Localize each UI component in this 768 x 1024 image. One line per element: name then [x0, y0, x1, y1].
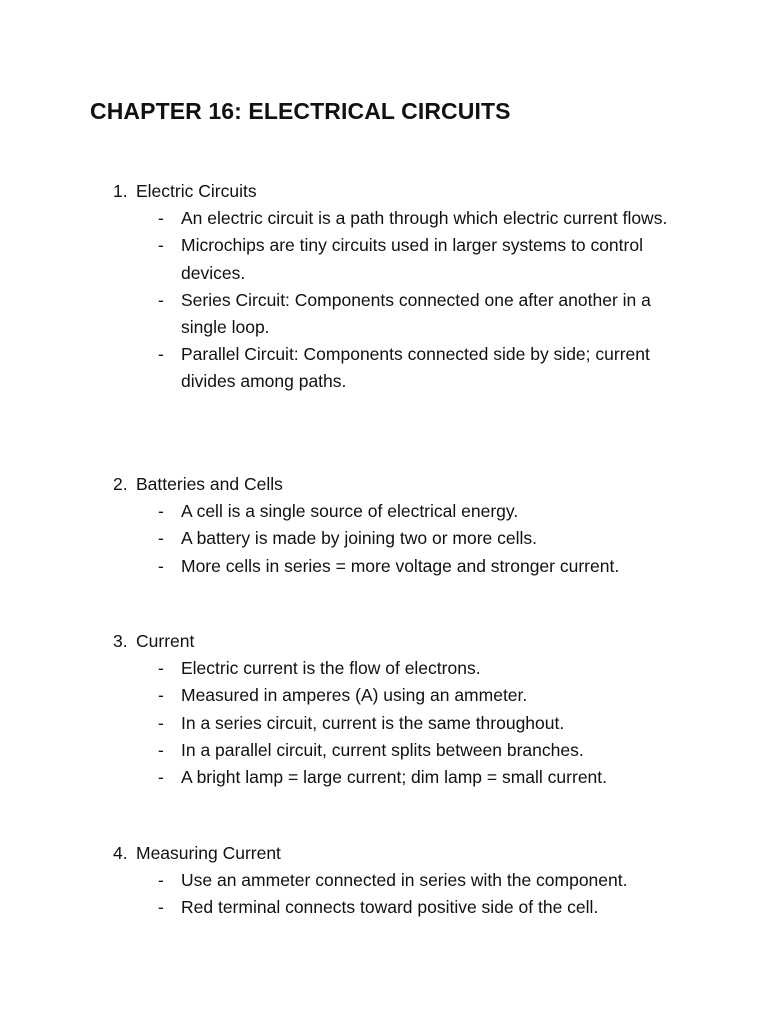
bullet-text: A bright lamp = large current; dim lamp = small current. [181, 767, 608, 787]
list-item [0, 894, 768, 921]
bullet-dash: - [158, 555, 164, 576]
section-heading [0, 840, 768, 867]
bullet-dash: - [158, 767, 164, 787]
list-item [0, 710, 768, 737]
section-title: Measuring Current [136, 843, 281, 863]
section-electric-circuits [0, 178, 768, 396]
section-title: Current [136, 631, 195, 651]
bullet-dash: - [158, 658, 164, 679]
list-item [0, 553, 768, 580]
bullet-dash: - [158, 739, 164, 760]
bullet-dash: - [158, 289, 164, 310]
section-measuring-current [0, 840, 768, 922]
section-number: 3. [113, 631, 128, 651]
bullet-text: Red terminal connects toward positive side of the cell. [181, 897, 599, 918]
section-heading [0, 628, 768, 655]
bullet-text: A battery is made by joining two or more cells. [181, 528, 537, 549]
list-item [0, 341, 768, 395]
bullet-dash: - [158, 897, 164, 918]
bullet-text: In a parallel circuit, current splits between branches. [181, 739, 584, 760]
bullet-dash: - [158, 208, 164, 229]
bullet-dash: - [158, 235, 164, 256]
list-item [0, 655, 768, 682]
section-number: 1. [113, 181, 128, 201]
list-item [0, 764, 768, 791]
bullet-text: An electric circuit is a path through which electric current flows. [181, 208, 668, 229]
bullet-text: A cell is a single source of electrical energy. [181, 501, 519, 522]
section-title: Electric Circuits [136, 181, 257, 201]
section-title: Batteries and Cells [136, 474, 283, 494]
bullet-text: More cells in series = more voltage and stronger current. [181, 555, 620, 576]
bullet-text: In a series circuit, current is the same throughout. [181, 712, 565, 733]
list-item [0, 287, 768, 341]
bullet-text: Use an ammeter connected in series with the component. [181, 870, 628, 891]
section-current [0, 628, 768, 791]
bullet-dash: - [158, 685, 164, 706]
list-item [0, 867, 768, 894]
section-number: 2. [113, 474, 128, 494]
section-heading [0, 471, 768, 498]
bullet-text: Parallel Circuit: Components connected side by side; current divides among paths. [181, 344, 650, 392]
section-batteries-and-cells [0, 471, 768, 580]
list-item [0, 205, 768, 232]
section-heading [0, 178, 768, 205]
list-item [0, 525, 768, 552]
bullet-dash: - [158, 870, 164, 891]
bullet-dash: - [158, 712, 164, 733]
page-title: CHAPTER 16: ELECTRICAL CIRCUITS [90, 98, 511, 124]
list-item [0, 498, 768, 525]
list-item [0, 682, 768, 709]
list-item [0, 232, 768, 286]
bullet-text: Series Circuit: Components connected one after another in a single loop. [181, 289, 651, 337]
bullet-text: Microchips are tiny circuits used in larger systems to control devices. [181, 235, 643, 283]
list-item [0, 737, 768, 764]
bullet-dash: - [158, 344, 164, 365]
bullet-dash: - [158, 501, 164, 522]
bullet-text: Electric current is the flow of electrons. [181, 658, 481, 679]
section-number: 4. [113, 843, 128, 863]
bullet-dash: - [158, 528, 164, 549]
bullet-text: Measured in amperes (A) using an ammeter. [181, 685, 528, 706]
